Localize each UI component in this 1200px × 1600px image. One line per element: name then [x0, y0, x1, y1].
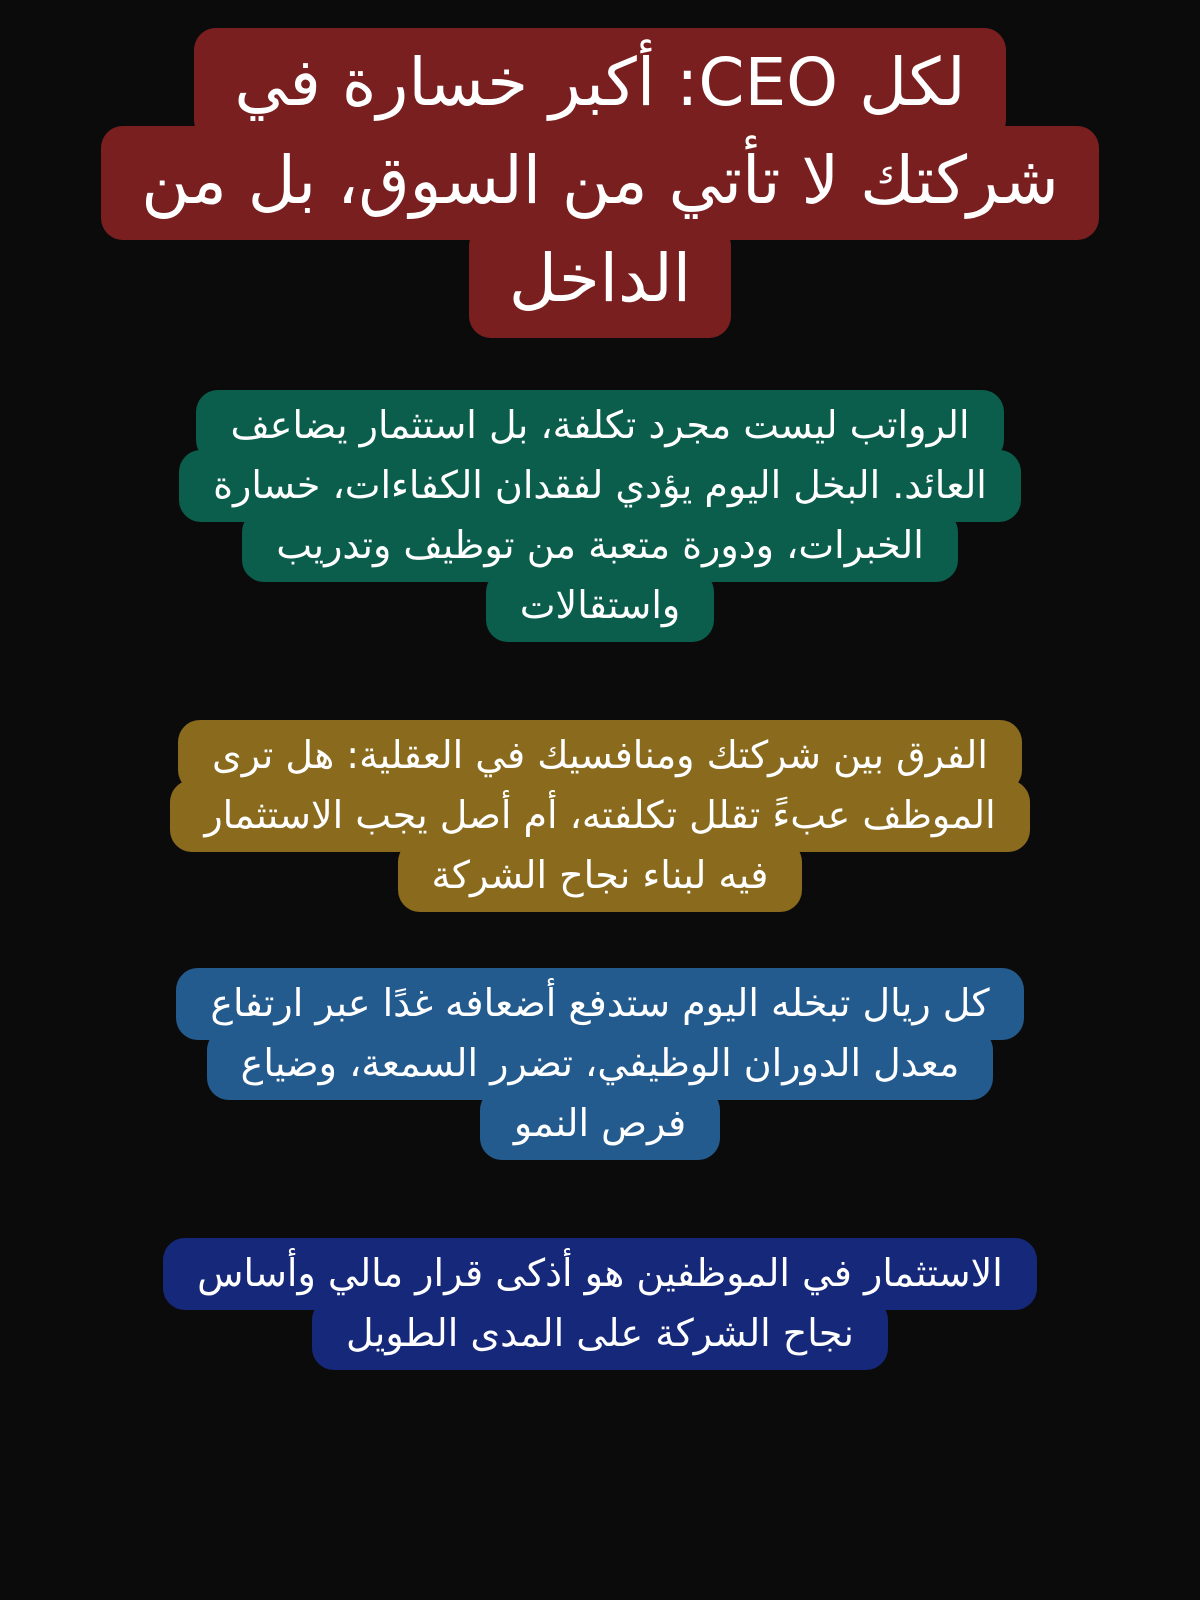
card-line: الفرق بين شركتك ومنافسيك في العقلية: هل ترى	[178, 720, 1022, 792]
card-line: نجاح الشركة على المدى الطويل	[312, 1298, 888, 1370]
title-line-1: لكل CEO: أكبر خسارة في	[194, 28, 1005, 142]
card-line: فيه لبناء نجاح الشركة	[398, 840, 803, 912]
card-line: كل ريال تبخله اليوم ستدفع أضعافه غدًا عبر ارتفاع	[176, 968, 1023, 1040]
riyal-card	[0, 974, 1200, 1154]
title-line-2: شركتك لا تأتي من السوق، بل من	[101, 126, 1099, 240]
card-line: واستقالات	[486, 570, 714, 642]
salaries-card	[0, 396, 1200, 636]
card-line: فرص النمو	[480, 1088, 720, 1160]
conclusion-card	[0, 1244, 1200, 1364]
card-line: الاستثمار في الموظفين هو أذكى قرار مالي وأساس	[163, 1238, 1037, 1310]
card-line: العائد. البخل اليوم يؤدي لفقدان الكفاءات، خسارة	[179, 450, 1021, 522]
card-line: الخبرات، ودورة متعبة من توظيف وتدريب	[242, 510, 958, 582]
card-line: معدل الدوران الوظيفي، تضرر السمعة، وضياع	[207, 1028, 994, 1100]
card-line: الموظف عبءً تقلل تكلفته، أم أصل يجب الاستثمار	[170, 780, 1029, 852]
mindset-card	[0, 726, 1200, 906]
title-card	[0, 36, 1200, 330]
title-line-3: الداخل	[469, 224, 731, 338]
card-line: الرواتب ليست مجرد تكلفة، بل استثمار يضاعف	[196, 390, 1003, 462]
